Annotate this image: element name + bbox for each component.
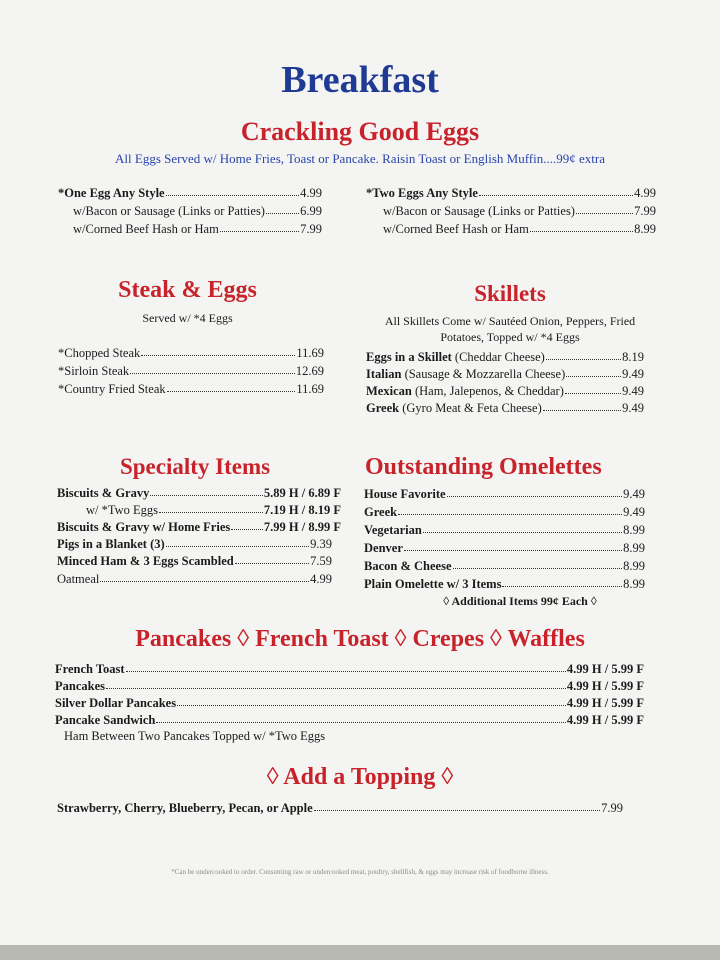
dot-leader	[447, 487, 623, 497]
menu-item	[366, 384, 644, 399]
dot-leader	[565, 384, 621, 394]
item-price: 4.99 H / 5.99 F	[566, 662, 644, 676]
item-name: w/Corned Beef Hash or Ham	[73, 222, 219, 236]
dot-leader	[231, 520, 263, 530]
specialty-title: Specialty Items	[119, 454, 271, 479]
item-price: 7.99	[601, 801, 623, 815]
dot-leader	[177, 696, 566, 706]
dot-leader	[156, 713, 566, 723]
menu-item	[57, 554, 332, 569]
dot-leader	[453, 559, 623, 569]
item-price: 8.19	[622, 350, 644, 364]
steak-title: Steak & Eggs	[118, 277, 257, 303]
item-name: Pigs in a Blanket (3)	[57, 537, 165, 551]
dot-leader	[166, 537, 309, 547]
dot-leader	[566, 367, 621, 377]
menu-item	[364, 559, 645, 574]
item-name: Italian	[366, 367, 402, 381]
menu-item	[73, 204, 322, 219]
item-name: Biscuits & Gravy w/ Home Fries	[57, 520, 231, 534]
item-price: 9.49	[623, 487, 645, 501]
dot-leader	[100, 572, 309, 582]
item-name: Biscuits & Gravy	[57, 486, 150, 500]
item-price: 4.99	[310, 572, 332, 586]
dot-leader	[106, 679, 566, 689]
floor-edge	[0, 945, 720, 960]
item-name: w/Bacon or Sausage (Links or Patties)	[383, 204, 575, 218]
item-price: 9.49	[622, 384, 644, 398]
menu-item	[366, 401, 644, 416]
menu-item	[57, 486, 341, 501]
item-price: 11.69	[296, 346, 324, 360]
menu-item	[383, 204, 656, 219]
item-price: 4.99 H / 5.99 F	[566, 696, 644, 710]
item-name: Greek	[364, 505, 398, 519]
menu-item	[366, 367, 644, 382]
dot-leader	[159, 503, 263, 513]
item-price: 7.99	[634, 204, 656, 218]
item-price: 4.99 H / 5.99 F	[566, 679, 644, 693]
skillets-note-2: Potatoes, Topped w/ *4 Eggs	[440, 330, 580, 344]
dot-leader	[530, 222, 633, 232]
item-name: Pancake Sandwich	[55, 713, 156, 727]
menu-item	[57, 520, 341, 535]
menu-item	[55, 662, 644, 677]
dot-leader	[404, 541, 622, 551]
omelettes-title: Outstanding Omelettes	[365, 454, 602, 480]
item-name: Denver	[364, 541, 403, 555]
item-price: 8.99	[623, 541, 645, 555]
item-price: 8.99	[623, 559, 645, 573]
menu-item	[364, 487, 645, 502]
item-name: Bacon & Cheese	[364, 559, 452, 573]
item-name: Mexican	[366, 384, 412, 398]
item-name: House Favorite	[364, 487, 446, 501]
menu-item	[55, 713, 644, 728]
menu-item	[58, 382, 324, 397]
item-price: 8.99	[623, 577, 645, 591]
item-name: w/Bacon or Sausage (Links or Patties)	[73, 204, 265, 218]
topping-title: ◊ Add a Topping ◊	[266, 764, 454, 790]
item-name: Minced Ham & 3 Eggs Scambled	[57, 554, 234, 568]
menu-item	[57, 801, 623, 816]
crackling-note: All Eggs Served w/ Home Fries, Toast or Pancake. Raisin Toast or English Muffin....99¢ extra	[115, 151, 605, 166]
steak-note: Served w/ *4 Eggs	[142, 311, 233, 325]
dot-leader	[166, 186, 300, 196]
dot-leader	[141, 346, 295, 356]
menu-item	[57, 537, 332, 552]
item-name: Vegetarian	[364, 523, 422, 537]
skillets-title: Skillets	[474, 281, 546, 306]
item-name: w/Corned Beef Hash or Ham	[383, 222, 529, 236]
item-name: *Country Fried Steak	[58, 382, 166, 396]
item-price: 12.69	[295, 364, 324, 378]
dot-leader	[314, 801, 600, 811]
additional-items-note: ◊ Additional Items 99¢ Each ◊	[443, 594, 597, 608]
item-price: 7.59	[310, 554, 332, 568]
menu-item	[73, 222, 322, 237]
item-price: 4.99	[634, 186, 656, 200]
item-price: 7.19 H / 8.19 F	[263, 503, 341, 517]
dot-leader	[479, 186, 633, 196]
menu-item	[58, 346, 324, 361]
item-price: 9.49	[622, 401, 644, 415]
item-price: 7.99 H / 8.99 F	[263, 520, 341, 534]
item-name: *Chopped Steak	[58, 346, 141, 360]
dot-leader	[150, 486, 263, 496]
menu-item	[366, 186, 656, 201]
menu-item	[366, 350, 644, 365]
crackling-title: Crackling Good Eggs	[240, 117, 480, 146]
item-name: *Sirloin Steak	[58, 364, 130, 378]
item-desc: (Ham, Jalepenos, & Cheddar)	[411, 384, 564, 398]
menu-item	[57, 572, 332, 587]
dot-leader	[423, 523, 622, 533]
menu-item	[86, 503, 341, 518]
item-name: *One Egg Any Style	[58, 186, 165, 200]
item-price: 8.99	[623, 523, 645, 537]
item-price: 11.69	[296, 382, 324, 396]
menu-item	[58, 186, 322, 201]
item-name: Pancakes	[55, 679, 105, 693]
menu-item	[364, 541, 645, 556]
pancake-sandwich-note: Ham Between Two Pancakes Topped w/ *Two Eggs	[64, 729, 326, 743]
dot-leader	[543, 401, 621, 411]
item-name: Eggs in a Skillet	[366, 350, 452, 364]
item-price: 9.49	[623, 505, 645, 519]
pancakes-title: Pancakes ◊ French Toast ◊ Crepes ◊ Waffles	[135, 626, 585, 652]
dot-leader	[220, 222, 299, 232]
item-price: 5.89 H / 6.89 F	[263, 486, 341, 500]
item-name: French Toast	[55, 662, 125, 676]
menu-item	[55, 696, 644, 711]
dot-leader	[266, 204, 299, 214]
dot-leader	[546, 350, 621, 360]
item-desc: (Sausage & Mozzarella Cheese)	[401, 367, 566, 381]
skillets-note-1: All Skillets Come w/ Sautéed Onion, Peppers, Fried	[384, 314, 636, 328]
dot-leader	[398, 505, 622, 515]
item-name: Silver Dollar Pancakes	[55, 696, 177, 710]
menu-item	[364, 505, 645, 520]
item-desc: (Gyro Meat & Feta Cheese)	[399, 401, 542, 415]
dot-leader	[130, 364, 295, 374]
item-name: *Two Eggs Any Style	[366, 186, 478, 200]
item-price: 9.39	[310, 537, 332, 551]
dot-leader	[126, 662, 566, 672]
item-price: 4.99 H / 5.99 F	[566, 713, 644, 727]
dot-leader	[235, 554, 309, 564]
menu-item	[364, 523, 645, 538]
menu-item	[58, 364, 324, 379]
menu-item	[364, 577, 645, 592]
dot-leader	[576, 204, 633, 214]
dot-leader	[167, 382, 296, 392]
item-price: 4.99	[300, 186, 322, 200]
item-price: 8.99	[634, 222, 656, 236]
footer-disclaimer: *Can be undercooked to order. Consuming raw or undercooked meat, poultry, shellfish, & eggs may increase risk of foodborne illness.	[171, 868, 549, 876]
item-name: Greek	[366, 401, 400, 415]
menu-item	[55, 679, 644, 694]
item-price: 7.99	[300, 222, 322, 236]
item-name: Strawberry, Cherry, Blueberry, Pecan, or Apple	[57, 801, 313, 815]
item-price: 9.49	[622, 367, 644, 381]
page-title: Breakfast	[281, 59, 439, 101]
item-price: 6.99	[300, 204, 322, 218]
dot-leader	[502, 577, 622, 587]
item-desc: (Cheddar Cheese)	[451, 350, 545, 364]
item-name: Oatmeal	[57, 572, 100, 586]
item-name: w/ *Two Eggs	[86, 503, 159, 517]
menu-item	[383, 222, 656, 237]
item-name: Plain Omelette w/ 3 Items	[364, 577, 502, 591]
